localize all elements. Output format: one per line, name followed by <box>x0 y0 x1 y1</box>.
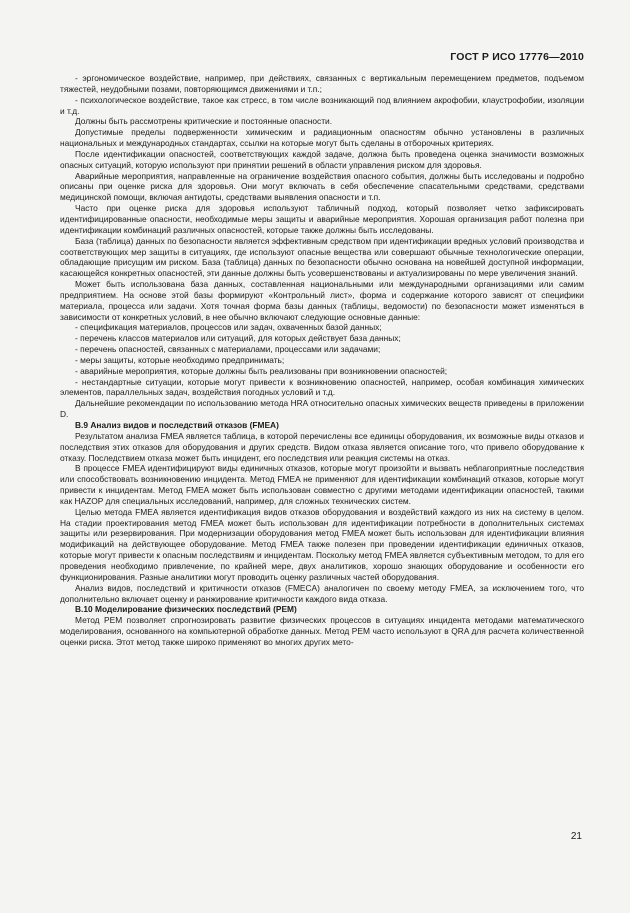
list-item: - нестандартные ситуации, которые могут привести к возникновению опасностей, например, особая комбинация химических элементов, параллельных задач, воздействия погодных условий и т.д. <box>60 376 584 398</box>
paragraph: Часто при оценке риска для здоровья используют табличный подход, который позволяет четко зафиксировать идентифицированные опасности, необходимые меры защиты и аварийные мероприятия. Хорошая организация работ полезна при идентификации комбинаций различных опасностей, которые также должны быть исследованы. <box>60 203 584 235</box>
list-item: - перечень классов материалов или ситуаций, для которых действует база данных; <box>75 333 401 344</box>
list-item: - аварийные мероприятия, которые должны быть реализованы при возникновении опасностей; <box>75 365 448 376</box>
paragraph: Должны быть рассмотрены критические и постоянные опасности. <box>75 116 333 127</box>
section-heading: B.9 Анализ видов и последствий отказов (FMEA) <box>75 420 279 430</box>
body-text <box>60 73 584 648</box>
list-item: - перечень опасностей, связанных с материалами, процессами или задачами; <box>75 344 381 355</box>
paragraph: Дальнейшие рекомендации по использованию метода HRA относительно опасных химических веществ приведены в приложении D. <box>60 398 584 420</box>
paragraph: - психологическое воздействие, такое как стресс, в том числе возникающий под влиянием акрофобии, клаустрофобии, изоляции и т.д. <box>60 94 584 116</box>
paragraph: Анализ видов, последствий и критичности отказов (FMECA) аналогичен по своему методу FMEA, за исключением того, что дополнительно включает оценку и ранжирование критичности каждого вида отказа. <box>60 582 584 604</box>
paragraph: - эргономическое воздействие, например, при действиях, связанных с вертикальным перемещением предметов, подъемом тяжестей, неудобными позами, повторяющимся движениями и т.п.; <box>60 73 584 94</box>
paragraph: Может быть использована база данных, составленная национальными или международными организациями или самим предприятием. На основе этой базы формируют «Контрольный лист», форма и содержание которого зависят от специфики материала, процесса или задачи. Хотя точная форма базы данных (таблицы, ведомости) по безопасности может изменяться в зависимости от конкретных условий, в нее обычно включают следующие основные данные: <box>60 279 584 322</box>
paragraph: База (таблица) данных по безопасности является эффективным средством при идентификации вредных условий производства и соответствующих мер защиты в ситуациях, где используют опасные вещества или совершают обычные технологические операции, обладающие присущим им риском. База (таблица) данных по безопасности обычно основана на новейшей доступной информации, касающейся конкретных опасностей, эти данные должны быть усовершенствованы и актуализированы по мере увеличения знаний. <box>60 235 584 279</box>
paragraph: Результатом анализа FMEA является таблица, в которой перечислены все единицы оборудования, их возможные виды отказов и последствия этих отказов для оборудования и других средств. Видом отказа является описание того, что привело оборудование к отказу. Последствием отказа может быть инцидент, его последствия или реакция системы на отказ. <box>60 430 584 463</box>
section-heading: B.10 Моделирование физических последствий (PEM) <box>75 604 297 615</box>
paragraph: Допустимые пределы подверженности химическим и радиационным опасностям обычно установлены в различных национальных и международных стандартах, ссылки на которые могут быть сделаны в отборочных критериях. <box>60 127 584 149</box>
standard-header: ГОСТ Р ИСО 17776—2010 <box>450 51 584 63</box>
paragraph: В процессе FMEA идентифицируют виды единичных отказов, которые могут произойти и вызвать неблагоприятные последствия или способствовать возникновению инцидента. Метод FMEA не применяют для идентификации комбинаций отказов, которые могут привести к инцидентам. Метод FMEA может быть использован совместно с другими методами идентификации опасностей, такими как HAZOP для специальных исследований, например, для сложных технических систем. <box>60 463 584 506</box>
list-item: - меры защиты, которые необходимо предпринимать; <box>75 354 285 365</box>
paragraph: Аварийные мероприятия, направленные на ограничение воздействия опасного события, должны быть исследованы и подробно описаны при оценке риска для здоровья. Они могут включать в себя обеспечение спасательными средствами, средствами медицинской помощи, включая антидоты, средствами выявления опасности и т.п. <box>60 170 584 203</box>
paragraph: Целью метода FMEA является идентификация видов отказов оборудования и воздействий каждого из них на систему в целом. На стадии проектирования метод FMEA может быть использован для идентификации потребности в дополнительных системах защиты или резервирования. При модернизации оборудования метод FMEA может быть использован для идентификации влияния модификаций на действующее оборудование. Метод FMEA также полезен при проведении идентификации единичных отказов, которые могут привести к опасным последствиям и инцидентам. Поскольку метод FMEA является субъективным методом, то для его проведения необходимо привлечение, по крайней мере, двух аналитиков, хорошо знающих оборудование и особенности его функционирования. Разные аналитики могут проводить оценку различных частей оборудования. <box>60 506 584 582</box>
page-number: 21 <box>570 831 582 842</box>
paragraph: После идентификации опасностей, соответствующих каждой задаче, должна быть проведена оценка значимости возможных опасных ситуаций, которую используют при принятии решений в области управления риском для здоровья. <box>60 148 584 170</box>
paragraph: Метод PEM позволяет спрогнозировать развитие физических процессов в ситуациях инцидента методами математического моделирования, основанного на компьютерной обработке данных. Метод PEM часто используют в QRA для расчета количественной оценки риска. Этот метод также широко применяют во многих других мето- <box>60 615 584 647</box>
list-item: - спецификация материалов, процессов или задач, охваченных базой данных; <box>75 322 382 333</box>
